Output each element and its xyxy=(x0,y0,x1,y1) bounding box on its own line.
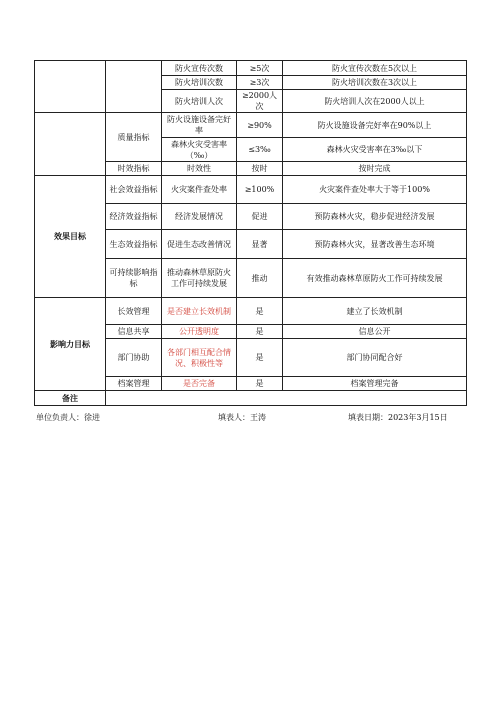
target-cell: ≥90% xyxy=(237,113,283,138)
form-filler: 填表人：王涛 xyxy=(218,413,266,422)
actual-cell: 有效推动森林草原防火工作可持续发展 xyxy=(283,259,467,298)
remarks-row xyxy=(35,391,467,406)
category-cell: 效果目标 xyxy=(35,176,106,298)
indicator-cell: 是否建立长效机制 xyxy=(162,298,237,325)
table-row xyxy=(35,176,467,204)
table-row xyxy=(35,113,467,138)
category-cell xyxy=(35,113,106,176)
target-cell: 是 xyxy=(237,377,283,391)
category-cell xyxy=(35,61,106,113)
remarks-label: 备注 xyxy=(35,391,106,406)
target-cell: 是 xyxy=(237,298,283,325)
subcategory-cell: 档案管理 xyxy=(106,377,162,391)
actual-cell: 预防森林火灾，显著改善生态环境 xyxy=(283,230,467,259)
target-cell: 推动 xyxy=(237,259,283,298)
target-cell: ≥2000人次 xyxy=(237,90,283,113)
actual-cell: 按时完成 xyxy=(283,162,467,176)
table-row xyxy=(35,61,467,76)
actual-cell: 防火培训人次在2000人以上 xyxy=(283,90,467,113)
actual-cell: 森林火灾受害率在3‰以下 xyxy=(283,138,467,162)
actual-cell: 防火宣传次数在5次以上 xyxy=(283,61,467,76)
indicator-cell: 防火培训次数 xyxy=(162,76,237,90)
indicator-cell: 各部门相互配合情况、积极性等 xyxy=(162,339,237,377)
subcategory-cell: 信息共享 xyxy=(106,325,162,339)
target-cell: 是 xyxy=(237,325,283,339)
target-cell: ≥3次 xyxy=(237,76,283,90)
actual-cell: 档案管理完备 xyxy=(283,377,467,391)
subcategory-cell: 生态效益指标 xyxy=(106,230,162,259)
actual-cell: 建立了长效机制 xyxy=(283,298,467,325)
actual-cell: 火灾案件查处率大于等于100% xyxy=(283,176,467,204)
indicator-cell: 是否完备 xyxy=(162,377,237,391)
fill-date: 填表日期：2023年3月15日 xyxy=(348,413,448,422)
indicator-cell: 防火培训人次 xyxy=(162,90,237,113)
subcategory-cell xyxy=(106,61,162,113)
category-cell: 影响力目标 xyxy=(35,298,106,391)
actual-cell: 防火培训次数在3次以上 xyxy=(283,76,467,90)
responsible-person: 单位负责人：徐进 xyxy=(36,413,100,422)
subcategory-cell: 部门协助 xyxy=(106,339,162,377)
target-cell: ≥5次 xyxy=(237,61,283,76)
target-cell: 显著 xyxy=(237,230,283,259)
indicator-cell: 经济发展情况 xyxy=(162,204,237,230)
subcategory-cell: 经济效益指标 xyxy=(106,204,162,230)
subcategory-cell: 长效管理 xyxy=(106,298,162,325)
actual-cell: 预防森林火灾，稳步促进经济发展 xyxy=(283,204,467,230)
indicator-cell: 防火设施设备完好率 xyxy=(162,113,237,138)
indicator-cell: 时效性 xyxy=(162,162,237,176)
target-cell: ≤3‰ xyxy=(237,138,283,162)
target-cell: 促进 xyxy=(237,204,283,230)
indicator-cell: 促进生态改善情况 xyxy=(162,230,237,259)
actual-cell: 信息公开 xyxy=(283,325,467,339)
target-cell: 是 xyxy=(237,339,283,377)
actual-cell: 部门协同配合好 xyxy=(283,339,467,377)
target-cell: ≥100% xyxy=(237,176,283,204)
subcategory-cell: 质量指标 xyxy=(106,113,162,162)
target-cell: 按时 xyxy=(237,162,283,176)
indicator-cell: 火灾案件查处率 xyxy=(162,176,237,204)
subcategory-cell: 可持续影响指标 xyxy=(106,259,162,298)
actual-cell: 防火设施设备完好率在90%以上 xyxy=(283,113,467,138)
indicator-cell: 防火宣传次数 xyxy=(162,61,237,76)
indicator-cell: 森林火灾受害率（‰） xyxy=(162,138,237,162)
subcategory-cell: 社会效益指标 xyxy=(106,176,162,204)
subcategory-cell: 时效指标 xyxy=(106,162,162,176)
indicator-cell: 公开透明度 xyxy=(162,325,237,339)
remarks-value xyxy=(106,391,467,406)
indicator-cell: 推动森林草原防火工作可持续发展 xyxy=(162,259,237,298)
performance-table xyxy=(34,60,467,406)
table-row xyxy=(35,298,467,325)
